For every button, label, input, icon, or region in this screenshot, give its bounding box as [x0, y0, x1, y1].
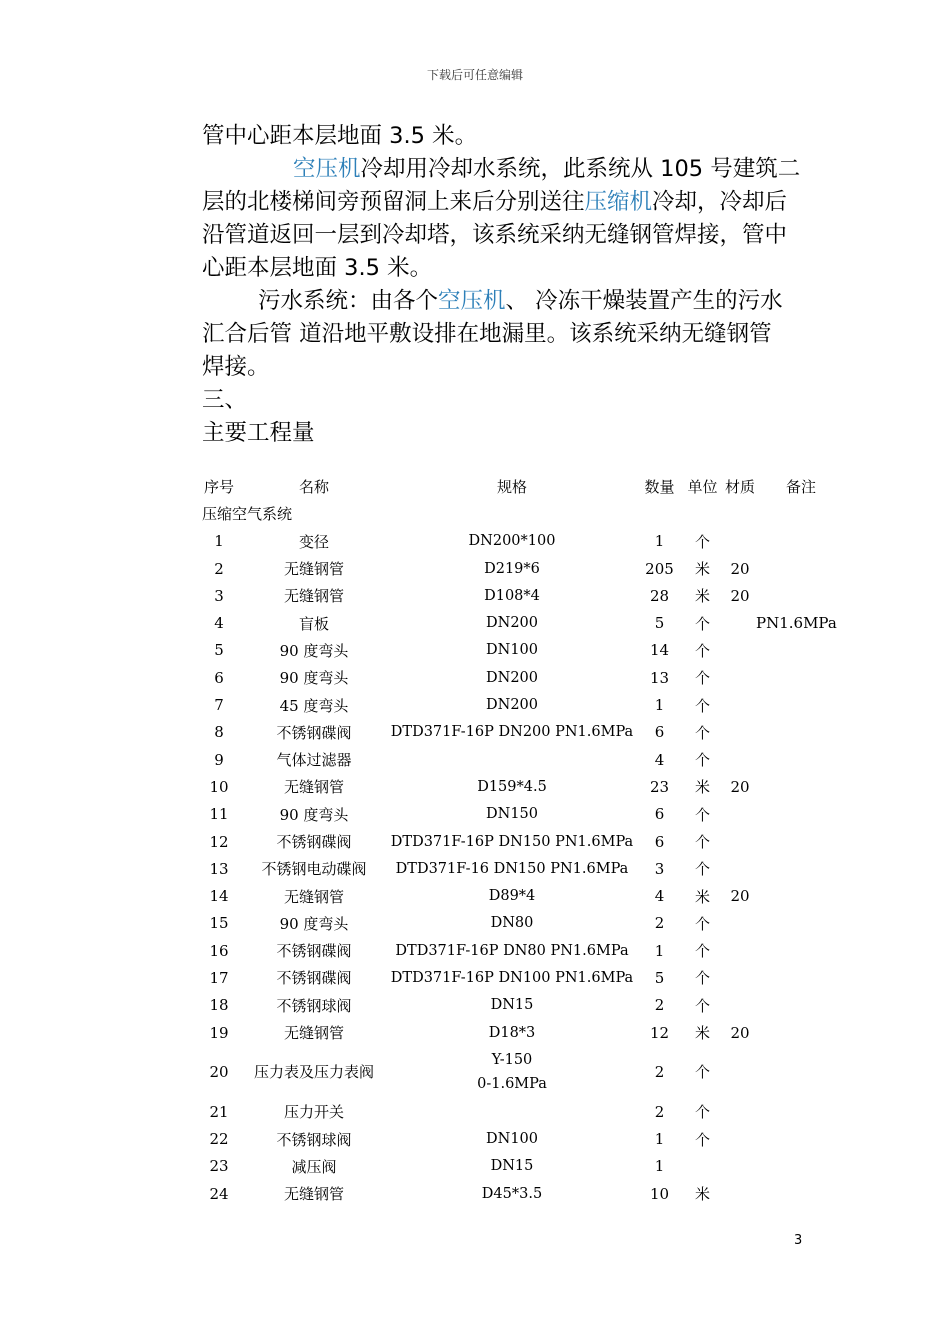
header-unit: 单位 — [687, 478, 718, 497]
paragraph-text: 冷却，冷却后 — [652, 189, 788, 215]
cell-name: 90 度弯头 — [279, 805, 349, 824]
cell-qty: 6 — [654, 832, 665, 851]
cell-note — [756, 828, 846, 855]
cell-qty: 6 — [654, 805, 665, 824]
cell-name: 无缝钢管 — [283, 560, 344, 579]
cell-qty: 13 — [649, 668, 670, 687]
header-note: 备注 — [785, 478, 816, 497]
cell-material — [724, 992, 756, 1019]
cell-material — [724, 609, 756, 636]
cell-qty: 2 — [654, 1102, 665, 1121]
air-compressor-link[interactable]: 空压机 — [438, 288, 506, 314]
cell-note — [756, 528, 846, 555]
cell-note — [756, 1126, 846, 1153]
cell-spec: DTD371F-16P DN150 PN1.6MPa — [390, 833, 634, 850]
header-material: 材质 — [724, 478, 755, 497]
cell-no: 16 — [209, 941, 229, 960]
cell-material: 20 — [730, 777, 750, 796]
cell-qty: 2 — [654, 914, 665, 933]
cell-unit: 米 — [694, 887, 710, 906]
cell-name: 无缝钢管 — [283, 1024, 344, 1043]
cell-unit: 个 — [694, 723, 710, 742]
cell-unit: 个 — [694, 805, 710, 824]
table-row — [196, 582, 846, 609]
cell-no: 17 — [209, 968, 229, 987]
cell-no: 22 — [209, 1130, 229, 1149]
cell-unit: 个 — [694, 1063, 710, 1082]
cell-no: 8 — [214, 723, 224, 742]
cell-spec: DN100 — [486, 642, 538, 659]
cell-no: 5 — [214, 641, 224, 660]
cell-no: 13 — [209, 859, 229, 878]
header-spec: 规格 — [496, 478, 527, 497]
cell-no: 14 — [209, 887, 229, 906]
cell-spec: D89*4 — [488, 888, 536, 905]
cell-no: 10 — [209, 777, 229, 796]
cell-qty: 10 — [649, 1184, 670, 1203]
cell-unit: 个 — [694, 751, 710, 770]
cell-unit: 个 — [694, 532, 710, 551]
cell-material: 20 — [730, 1023, 750, 1042]
cell-unit: 个 — [694, 969, 710, 988]
table-row — [196, 528, 846, 555]
cell-name: 不锈钢碟阀 — [276, 833, 352, 851]
cell-material — [724, 528, 756, 555]
group-row — [196, 500, 846, 527]
cell-note — [756, 910, 846, 937]
table-row — [196, 664, 846, 691]
compressor-link[interactable]: 压缩机 — [584, 189, 653, 215]
paragraph-text: 、 冷冻干燥装置产生的污水 — [505, 288, 783, 314]
cell-qty: 1 — [654, 941, 665, 960]
cell-qty: 23 — [649, 777, 670, 796]
cell-note — [756, 801, 846, 828]
cell-name: 不锈钢碟阀 — [276, 969, 352, 988]
cell-unit — [681, 1153, 724, 1180]
cell-qty: 6 — [654, 723, 665, 742]
cell-spec: D159*4.5 — [477, 778, 547, 795]
cell-unit: 个 — [694, 942, 710, 961]
paragraph-line: 沿管道返回一层到冷却塔，该系统采纳无缝钢管焊接，管中 — [202, 222, 788, 248]
cell-note — [756, 1098, 846, 1125]
cell-qty: 1 — [654, 1130, 665, 1149]
cell-no: 2 — [214, 559, 224, 578]
cell-material — [724, 1046, 756, 1098]
cell-unit: 个 — [694, 860, 710, 879]
cell-no: 1 — [214, 532, 224, 551]
table-row — [196, 882, 846, 909]
cell-spec: DN200 — [486, 615, 538, 632]
paragraph-text: 层的北楼梯间旁预留洞上来后分别送往 — [202, 189, 585, 215]
cell-no: 3 — [214, 586, 224, 605]
cell-name: 无缝钢管 — [283, 778, 344, 797]
cell-material — [724, 964, 756, 991]
cell-no: 18 — [209, 996, 229, 1015]
cell-material — [724, 664, 756, 691]
cell-spec: D108*4 — [484, 587, 540, 604]
paragraph-text: 污水系统：由各个 — [258, 288, 439, 314]
cell-qty: 4 — [654, 887, 665, 906]
air-compressor-link[interactable]: 空压机 — [293, 156, 361, 182]
cell-material — [724, 910, 756, 937]
cell-material: 20 — [730, 586, 750, 605]
cell-material — [724, 828, 756, 855]
cell-spec-line: 0-1.6MPa — [477, 1076, 547, 1093]
table-row — [196, 937, 846, 964]
cell-no: 4 — [214, 614, 224, 633]
paragraph-text: 冷却用冷却水系统，此系统从 105 号建筑二 — [360, 156, 801, 182]
cell-note — [756, 1019, 846, 1046]
table-row — [196, 1180, 846, 1207]
group-label: 压缩空气系统 — [202, 505, 293, 524]
cell-no: 7 — [214, 696, 224, 715]
cell-name: 压力开关 — [283, 1103, 344, 1122]
cell-unit: 个 — [694, 614, 710, 633]
cell-note — [756, 582, 846, 609]
table-row — [196, 746, 846, 773]
page-number: 3 — [794, 1233, 803, 1248]
cell-no: 11 — [209, 805, 229, 824]
cell-qty: 28 — [649, 586, 670, 605]
cell-material — [724, 1098, 756, 1125]
cell-material: 20 — [730, 559, 750, 578]
cell-qty: 14 — [649, 641, 670, 660]
cell-spec: DTD371F-16P DN100 PN1.6MPa — [390, 969, 634, 986]
cell-note: PN1.6MPa — [756, 614, 837, 633]
cell-note — [756, 637, 846, 664]
cell-qty: 12 — [649, 1023, 670, 1042]
cell-name: 不锈钢碟阀 — [276, 942, 352, 961]
cell-note — [756, 1153, 846, 1180]
cell-spec: DN80 — [490, 915, 534, 932]
cell-unit: 米 — [694, 587, 710, 606]
cell-note — [756, 992, 846, 1019]
cell-unit: 个 — [694, 641, 710, 660]
table-row — [196, 719, 846, 746]
header-qty: 数量 — [644, 478, 675, 497]
cell-material — [724, 1153, 756, 1180]
cell-no: 21 — [209, 1102, 229, 1121]
cell-name: 无缝钢管 — [283, 1185, 344, 1204]
cell-name: 变径 — [298, 532, 329, 551]
table-row — [196, 555, 846, 582]
cell-qty: 3 — [654, 859, 665, 878]
cell-spec: DN15 — [490, 997, 534, 1014]
cell-unit: 个 — [694, 1130, 710, 1149]
cell-material: 20 — [730, 887, 750, 906]
cell-note — [756, 937, 846, 964]
cell-material — [724, 1180, 756, 1207]
cell-material — [724, 937, 756, 964]
paragraph-line: 汇合后管 道沿地平敷设排在地漏里。该系统采纳无缝钢管 — [202, 321, 772, 347]
cell-spec: DTD371F-16P DN80 PN1.6MPa — [395, 942, 629, 959]
table-row — [196, 964, 846, 991]
cell-unit: 米 — [694, 1024, 710, 1043]
cell-qty: 205 — [645, 559, 674, 578]
paragraph-line: 管中心距本层地面 3.5 米。 — [202, 123, 478, 149]
cell-material — [724, 691, 756, 718]
paragraph-line — [202, 186, 812, 219]
cell-note — [756, 1046, 846, 1098]
cell-note — [756, 855, 846, 882]
table-row — [196, 691, 846, 718]
cell-no: 15 — [209, 914, 229, 933]
cell-material — [724, 719, 756, 746]
cell-no: 6 — [214, 668, 224, 687]
cell-material — [724, 855, 756, 882]
cell-name: 不锈钢球阀 — [276, 996, 352, 1015]
cell-name: 无缝钢管 — [283, 887, 344, 906]
cell-name: 90 度弯头 — [279, 669, 349, 688]
cell-spec: DTD371F-16 DN150 PN1.6MPa — [395, 860, 629, 877]
cell-name: 无缝钢管 — [283, 587, 344, 606]
header-no: 序号 — [203, 478, 234, 497]
section-title: 主要工程量 — [202, 420, 315, 446]
cell-qty: 1 — [654, 532, 665, 551]
cell-no: 23 — [209, 1157, 229, 1176]
cell-note — [756, 691, 846, 718]
cell-name: 气体过滤器 — [276, 751, 352, 770]
cell-spec-line: Y-150 — [491, 1052, 533, 1069]
table-row — [196, 855, 846, 882]
cell-spec: DN100 — [486, 1131, 538, 1148]
page-header: 下载后可任意编辑 — [426, 68, 523, 82]
table-row — [196, 1046, 846, 1098]
paragraph-line: 心距本层地面 3.5 米。 — [202, 255, 433, 281]
cell-unit: 个 — [694, 1103, 710, 1122]
cell-qty: 2 — [654, 996, 665, 1015]
cell-unit: 个 — [694, 696, 710, 715]
cell-unit: 米 — [694, 560, 710, 579]
cell-material — [724, 801, 756, 828]
cell-no: 19 — [209, 1023, 229, 1042]
cell-name: 不锈钢电动碟阀 — [261, 860, 367, 879]
cell-note — [756, 1180, 846, 1207]
cell-spec: D219*6 — [484, 560, 540, 577]
cell-note — [756, 882, 846, 909]
cell-no: 9 — [214, 750, 224, 769]
cell-qty: 5 — [654, 968, 665, 987]
paragraph-line — [202, 153, 812, 186]
table-row — [196, 910, 846, 937]
section-number: 三、 — [202, 387, 248, 413]
cell-spec: DN200*100 — [468, 533, 556, 550]
cell-spec: DN150 — [486, 806, 538, 823]
table-row — [196, 1126, 846, 1153]
table-row — [196, 609, 846, 636]
cell-unit: 米 — [694, 778, 710, 797]
cell-name: 90 度弯头 — [279, 914, 349, 933]
cell-unit: 个 — [694, 669, 710, 688]
cell-spec: DN15 — [490, 1158, 534, 1175]
cell-name: 减压阀 — [291, 1157, 337, 1176]
quantities-table — [196, 473, 846, 1207]
cell-qty: 1 — [654, 696, 665, 715]
cell-name: 90 度弯头 — [279, 641, 349, 660]
cell-note — [756, 664, 846, 691]
table-row — [196, 773, 846, 800]
cell-note — [756, 719, 846, 746]
cell-unit: 米 — [694, 1185, 710, 1204]
cell-qty: 5 — [654, 614, 665, 633]
cell-no: 20 — [209, 1063, 229, 1082]
table-row — [196, 637, 846, 664]
cell-spec — [386, 1046, 638, 1098]
cell-note — [756, 555, 846, 582]
cell-note — [756, 773, 846, 800]
cell-material — [724, 637, 756, 664]
cell-spec — [386, 1098, 638, 1125]
cell-spec — [386, 746, 638, 773]
cell-unit: 个 — [694, 996, 710, 1015]
cell-material — [724, 1126, 756, 1153]
cell-qty: 4 — [654, 750, 665, 769]
paragraph-line: 焊接。 — [202, 354, 270, 380]
cell-spec: D45*3.5 — [481, 1185, 543, 1202]
cell-name: 45 度弯头 — [279, 696, 349, 715]
cell-spec: DN200 — [486, 669, 538, 686]
table-row — [196, 1153, 846, 1180]
cell-name: 压力表及压力表阀 — [253, 1063, 374, 1082]
table-row — [196, 801, 846, 828]
cell-spec: DTD371F-16P DN200 PN1.6MPa — [390, 724, 634, 741]
table-row — [196, 1019, 846, 1046]
cell-note — [756, 964, 846, 991]
cell-no: 12 — [209, 832, 229, 851]
header-name: 名称 — [298, 478, 329, 497]
table-row — [196, 992, 846, 1019]
cell-name: 盲板 — [298, 614, 329, 633]
cell-qty: 2 — [654, 1063, 665, 1082]
cell-name: 不锈钢球阀 — [276, 1130, 352, 1149]
cell-unit: 个 — [694, 914, 710, 933]
cell-spec: DN200 — [486, 697, 538, 714]
cell-unit: 个 — [694, 833, 710, 851]
cell-no: 24 — [209, 1184, 229, 1203]
paragraph-line — [202, 285, 812, 318]
cell-qty: 1 — [654, 1157, 665, 1176]
cell-material — [724, 746, 756, 773]
cell-spec: D18*3 — [488, 1024, 536, 1041]
cell-name: 不锈钢碟阀 — [276, 723, 352, 742]
cell-note — [756, 746, 846, 773]
table-row — [196, 828, 846, 855]
table-row — [196, 1098, 846, 1125]
body-text — [202, 120, 812, 450]
table-header-row — [196, 473, 846, 500]
